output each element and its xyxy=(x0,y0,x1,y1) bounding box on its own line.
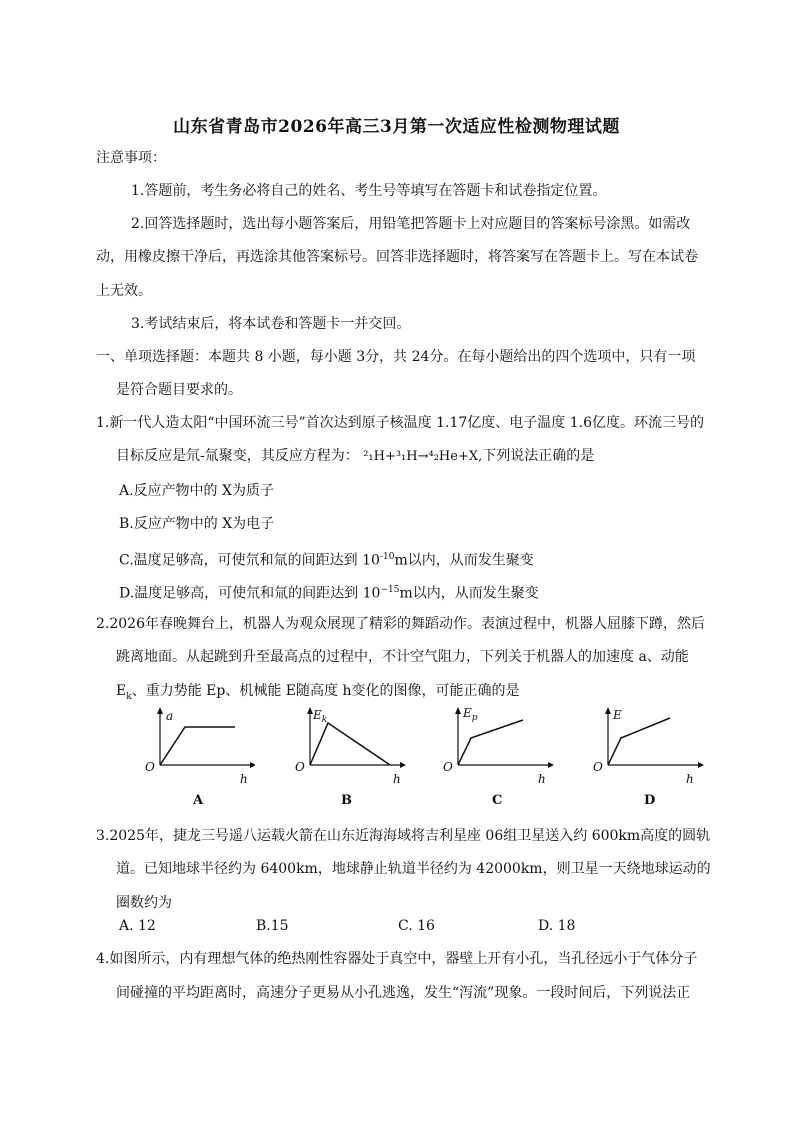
q3-option-d: D. 18 xyxy=(538,918,576,934)
graph-b-origin: O xyxy=(295,760,305,774)
graph-b-label: B xyxy=(341,793,352,808)
graph-d xyxy=(588,705,708,810)
q3-option-c: C. 16 xyxy=(398,918,435,934)
q2-stem-cont: 跳离地面。从起跳到升至最高点的过程中，不计空气阻力，下列关于机器人的加速度 a、动能 xyxy=(116,649,689,665)
q3-stem-cont: 道。已知地球半径约为 6400km，地球静止轨道半径约为 42000km，则卫星一天绕地球运动的 xyxy=(116,861,711,877)
q3-stem-end: 圈数约为 xyxy=(116,895,172,911)
graph-b-ylabel-sub: k xyxy=(321,715,328,725)
notice-item-3: 3.考试结束后，将本试卷和答题卡一并交回。 xyxy=(131,316,411,332)
graph-d-curve xyxy=(608,718,670,765)
graph-a-ylabel: a xyxy=(166,709,174,723)
q1-stem: 1.新一代人造太阳“中国环流三号”首次达到原子核温度 1.17亿度、电子温度 1.6亿度。环流三号的 xyxy=(96,415,705,431)
section-heading: 一、单项选择题：本题共 8 小题，每小题 3分，共 24分。在每小题给出的四个选项中，只有一项 xyxy=(96,349,696,365)
q3-option-b: B.15 xyxy=(256,918,289,934)
page-title: 山东省青岛市2026年高三3月第一次适应性检测物理试题 xyxy=(173,117,620,137)
notice-item-2-end: 上无效。 xyxy=(96,283,152,299)
notice-item-2-cont: 动，用橡皮擦干净后，再选涂其他答案标号。回答非选择题时，将答案写在答题卡上。写在本试卷 xyxy=(96,249,698,265)
q2-ek-symbol: E xyxy=(116,683,127,699)
graph-c-ylabel-main: E xyxy=(463,706,472,720)
graph-c-ylabel xyxy=(462,706,478,723)
q2-stem-end xyxy=(116,681,519,707)
graph-a-label: A xyxy=(193,793,204,808)
graph-d-xlabel: h xyxy=(686,772,694,786)
graph-b-x-arrow xyxy=(400,762,406,768)
graph-c-ylabel-sub: p xyxy=(471,713,478,723)
graph-c-label: C xyxy=(492,793,503,808)
q4-stem: 4.如图所示，内有理想气体的绝热刚性容器处于真空中，器壁上开有小孔，当孔径远小于气体分子 xyxy=(96,951,698,967)
graph-a-curve xyxy=(160,727,235,765)
graph-b-ylabel-main: E xyxy=(313,708,322,722)
graph-a-xlabel: h xyxy=(240,772,248,786)
graph-a-origin: O xyxy=(145,760,155,774)
q1-suffix: 下列说法正确的是 xyxy=(482,448,595,464)
graph-b-ylabel xyxy=(312,708,327,725)
q1-option-c-text: C.温度足够高，可使氘和氚的间距达到 10 xyxy=(119,552,380,569)
graph-c-xlabel: h xyxy=(538,772,546,786)
q3-option-a: A. 12 xyxy=(119,918,156,934)
q1-option-d xyxy=(119,580,539,604)
q1-option-c-unit: m以内，从而发生聚变 xyxy=(394,552,534,569)
q1-option-d-exp: −15 xyxy=(380,585,400,595)
graph-c-curve xyxy=(458,720,523,765)
notice-item-1: 1.答题前，考生务必将自己的姓名、考生号等填写在答题卡和试卷指定位置。 xyxy=(131,183,607,199)
q3-stem: 3.2025年，捷龙三号遥八运载火箭在山东近海海域将吉利星座 06组卫星送入约 600km高度的圆轨 xyxy=(96,828,711,844)
q2-stem: 2.2026年春晚舞台上，机器人为观众展现了精彩的舞蹈动作。表演过程中，机器人屈膝下蹲，然后 xyxy=(96,616,705,632)
graph-c-origin: O xyxy=(443,760,453,774)
q1-option-c-exp: -10 xyxy=(379,552,395,562)
q1-equation: ²₁H+³₁H→⁴₂He+X, xyxy=(363,449,483,464)
graph-a-x-arrow xyxy=(250,762,255,768)
graph-b-xlabel: h xyxy=(393,772,401,786)
q4-stem-cont: 间碰撞的平均距离时，高速分子更易从小孔逃逸，发生“泻流”现象。一段时间后，下列说法正 xyxy=(116,985,691,1001)
graph-d-y-arrow xyxy=(605,707,611,714)
q1-option-a: A.反应产物中的 X为质子 xyxy=(119,483,274,499)
graph-d-label: D xyxy=(644,793,656,808)
graph-b xyxy=(290,705,410,810)
q2-ek-sub: k xyxy=(126,691,132,702)
graph-d-ylabel: E xyxy=(613,708,622,722)
q1-option-d-text: D.温度足够高，可使氘和氚的间距达到 10 xyxy=(119,585,381,602)
graph-c-y-arrow xyxy=(455,707,461,714)
q1-option-b: B.反应产物中的 X为电子 xyxy=(119,516,275,532)
q1-prefix: 目标反应是氘-氚聚变，其反应方程为： xyxy=(116,448,359,464)
section-heading-cont: 是符合题目要求的。 xyxy=(116,382,242,398)
graph-c xyxy=(438,705,558,810)
graph-a-y-arrow xyxy=(157,707,163,714)
q1-stem-cont xyxy=(116,446,594,467)
q2-stem-text: 、重力势能 Ep、机械能 E随高度 h变化的图像，可能正确的是 xyxy=(131,683,520,699)
notice-heading: 注意事项： xyxy=(96,150,166,166)
graph-d-x-arrow xyxy=(698,762,704,768)
q1-option-d-unit: m以内，从而发生聚变 xyxy=(399,585,539,602)
graph-a xyxy=(140,705,255,810)
notice-item-2: 2.回答选择题时，选出每小题答案后，用铅笔把答题卡上对应题目的答案标号涂黑。如需改 xyxy=(131,216,691,232)
q1-option-c xyxy=(119,547,534,571)
graph-c-x-arrow xyxy=(548,762,554,768)
graph-b-curve xyxy=(310,723,390,765)
graph-d-origin: O xyxy=(593,760,603,774)
